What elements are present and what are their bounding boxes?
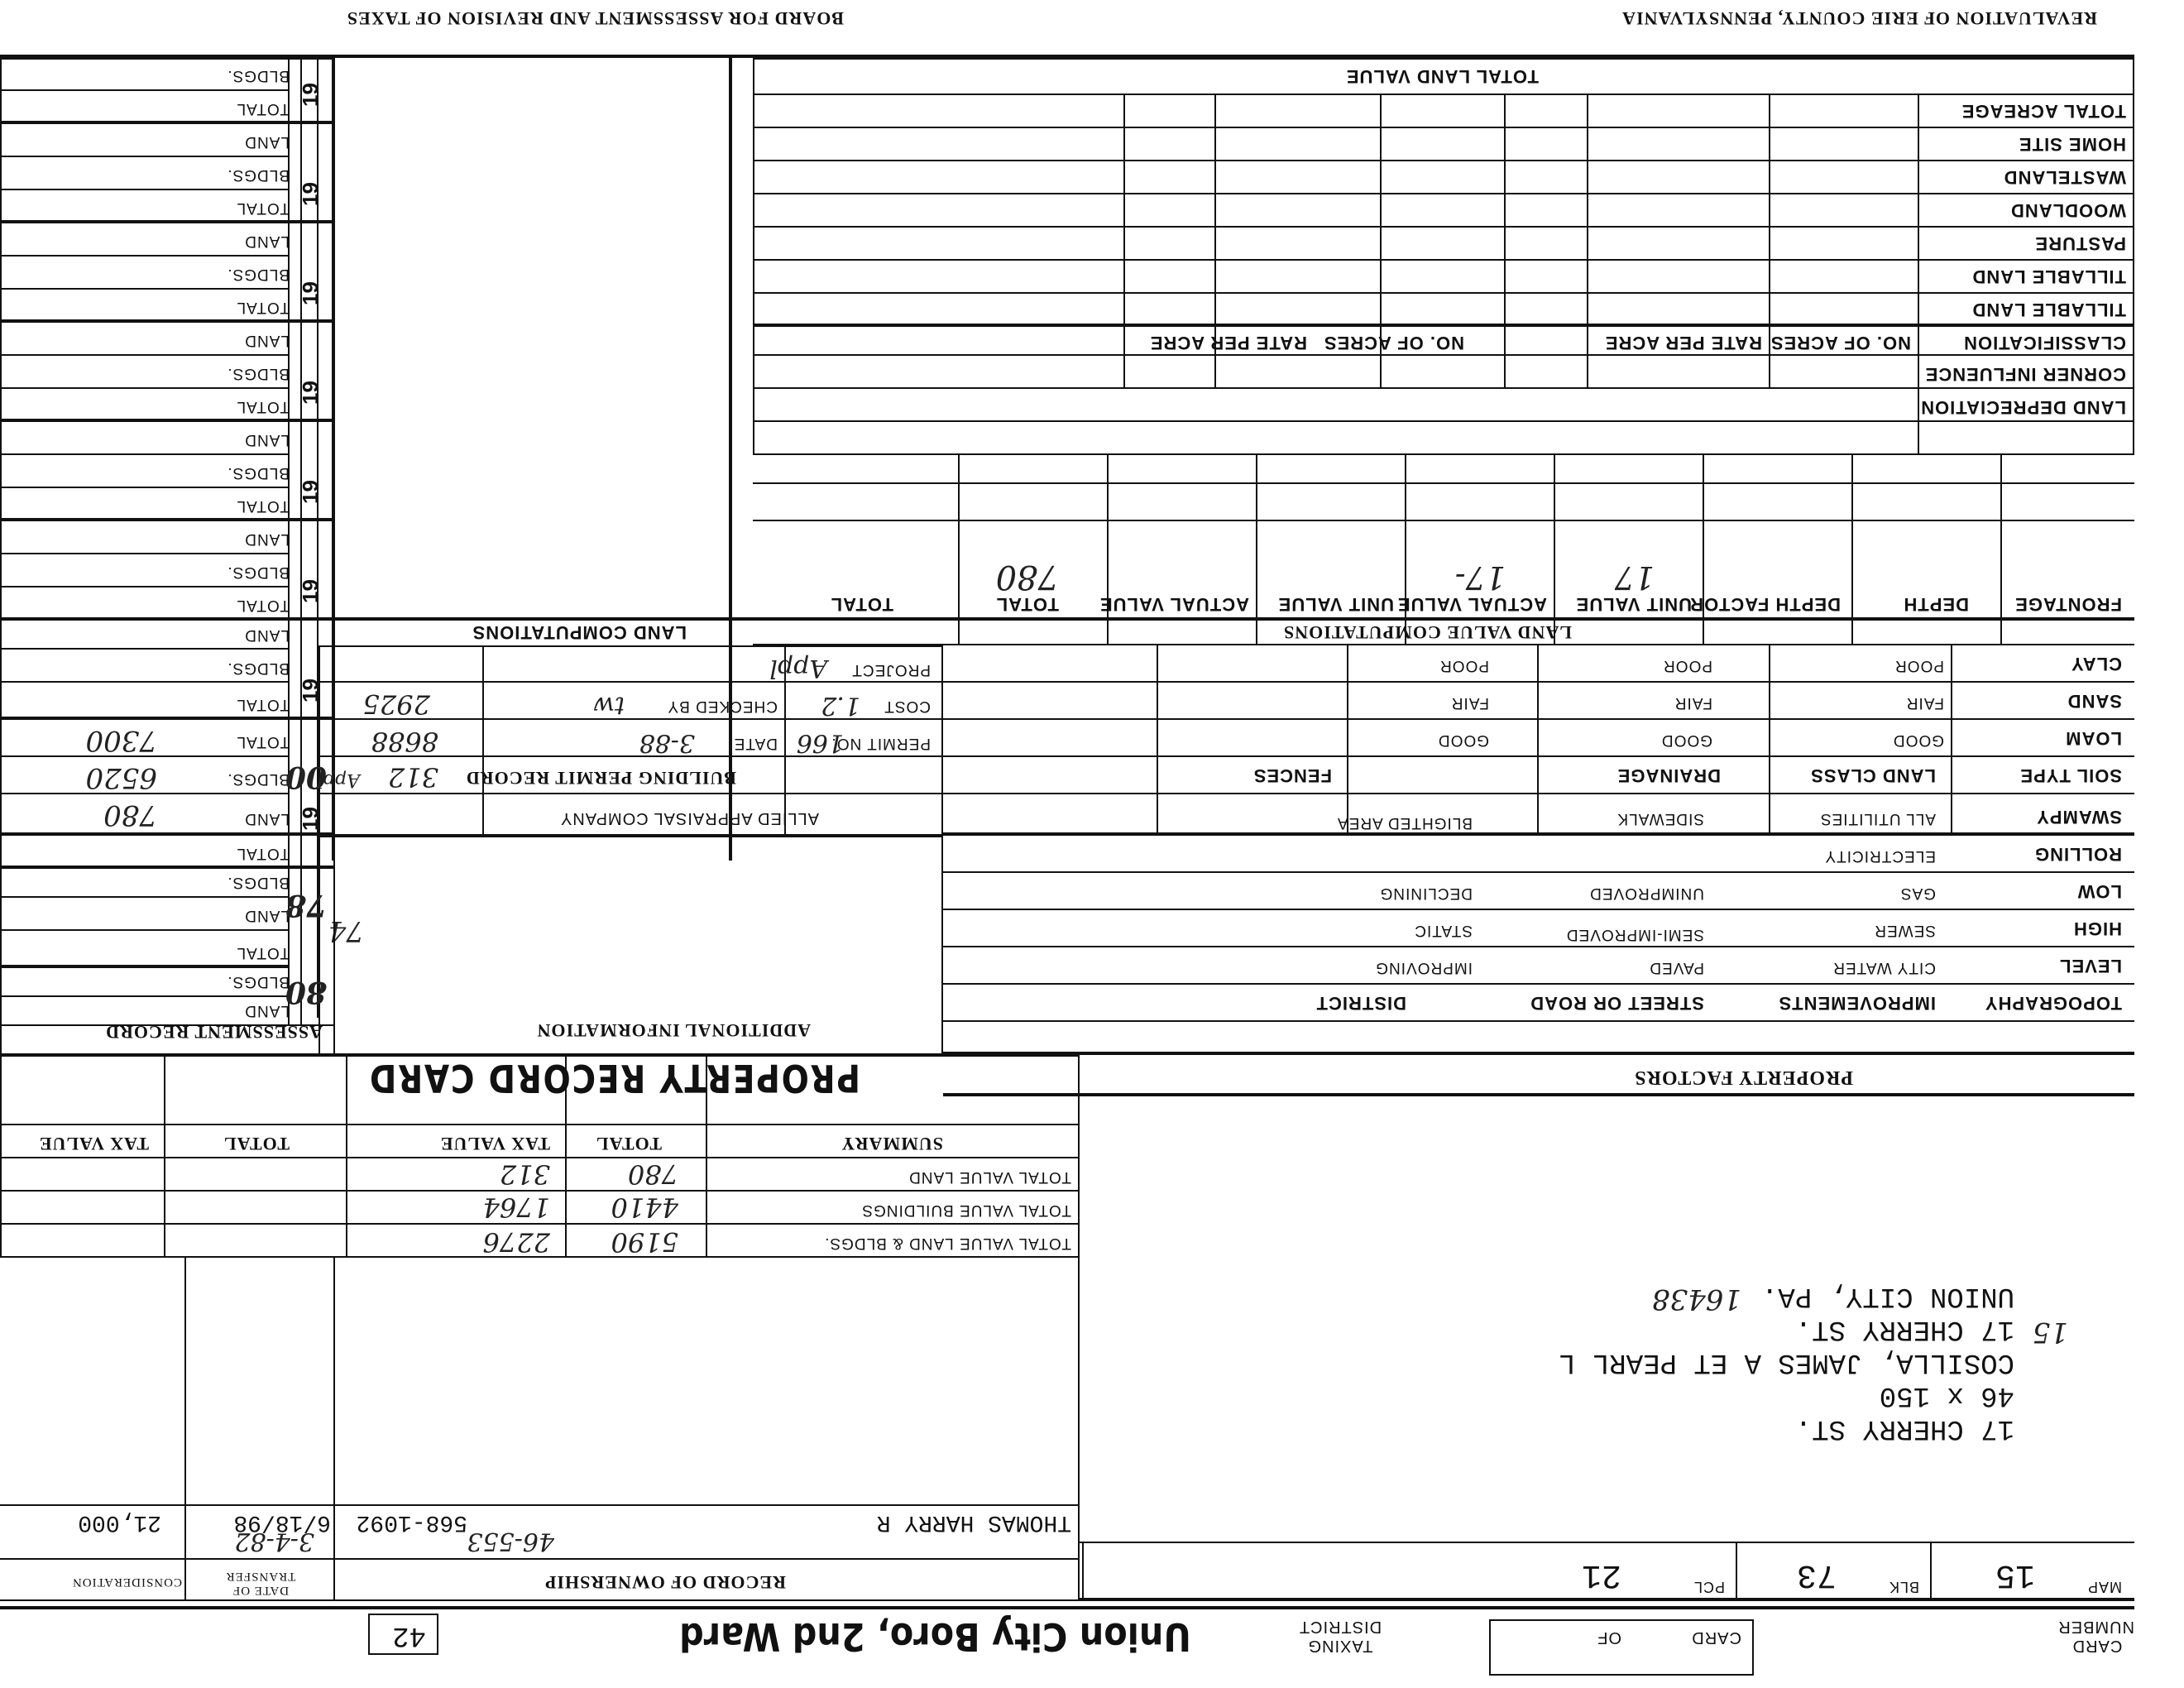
ar7-year-prefix: 19 <box>298 381 323 405</box>
ar3-land: LAND <box>244 810 290 827</box>
sum-col-total: TOTAL <box>596 1134 662 1154</box>
additional-info-title: ADDITIONAL INFORMATION <box>536 1020 811 1041</box>
soil-sand: SAND <box>2067 691 2122 712</box>
col-acres-1: NO. OF ACRES <box>1770 333 1911 353</box>
ar2-bldgs: BLDGS. <box>227 874 290 891</box>
footer-taxing-district: TAXING DISTRICT <box>1298 1618 1382 1655</box>
col-fences: FENCES <box>1252 765 1332 786</box>
street-sidewalk: SIDEWALK <box>1616 810 1704 827</box>
ownership-hw-date: 3-4-82 <box>234 1527 314 1556</box>
row-total-acreage: TOTAL ACREAGE <box>1961 101 2126 122</box>
sum-tax-land-bldgs: 2276 <box>482 1226 550 1258</box>
ownership-col-consideration: CONSIDERATION <box>72 1575 182 1589</box>
land-table <box>753 58 2134 455</box>
street-semi-improved: SEMI-IMPROVED <box>1565 926 1704 943</box>
land-value-computations-title: LAND VALUE COMPUTATIONS <box>1283 622 1572 643</box>
ownership-owner: THOMAS HARRY R <box>876 1509 1071 1535</box>
map-value: 15 <box>1995 1556 2035 1593</box>
col-drainage: DRAINAGE <box>1616 765 1721 786</box>
ownership-consideration: 21,000 <box>78 1509 161 1535</box>
map-label: MAP <box>2086 1579 2122 1595</box>
permit-no-label: PERMIT NO. <box>831 735 931 752</box>
col-topography: TOPOGRAPHY <box>1984 993 2122 1014</box>
col-total-2: TOTAL <box>830 594 893 615</box>
ar1-land: LAND <box>244 1002 290 1019</box>
clay-poor: POOR <box>1894 657 1944 674</box>
drain-good: GOOD <box>1437 731 1489 749</box>
sum-total-land-bldgs: 5190 <box>611 1226 678 1258</box>
addr-line5-hw: 16438 <box>1651 1283 1741 1316</box>
district-blighted: BLIGHTED AREA <box>1337 814 1473 832</box>
col-frontage: FRONTAGE <box>2014 594 2122 615</box>
row-woodland: WOODLAND <box>2010 200 2126 221</box>
col-total-1: TOTAL <box>995 594 1059 615</box>
row-tillable-1: TILLABLE LAND <box>1971 266 2126 287</box>
ar4-land: LAND <box>244 626 290 644</box>
addr-line2: 46 x 150 <box>1879 1379 2014 1411</box>
district-static: STATIC <box>1414 922 1473 939</box>
drain-poor: POOR <box>1439 657 1489 674</box>
sum-total-buildings: 4410 <box>611 1192 678 1223</box>
ar3-side-note: Appl <box>317 770 360 790</box>
assessment-title: ASSESSMENT RECORD <box>105 1022 323 1043</box>
drain-fair: FAIR <box>1450 694 1489 712</box>
ar5-total: TOTAL <box>236 597 290 614</box>
ar1-total: TOTAL <box>236 944 290 961</box>
permit-project-hw: Appl <box>769 654 827 683</box>
col-unit-value-2: UNIT VALUE <box>1277 594 1394 615</box>
ar9-bldgs: BLDGS. <box>227 166 290 184</box>
footer-card-number: CARD NUMBER <box>2057 1618 2134 1655</box>
topo-high: HIGH <box>2073 918 2122 939</box>
ar4-bldgs: BLDGS. <box>227 659 290 677</box>
ar3-year-prefix: 19 <box>298 807 323 831</box>
sum-total-land: 780 <box>627 1158 678 1190</box>
permit-cost-hw: 1.2 <box>821 691 860 720</box>
pcl-label: PCL <box>1693 1579 1725 1595</box>
row-corner-influence: CORNER INFLUENCE <box>1924 364 2126 385</box>
impr-city-water: CITY WATER <box>1832 959 1936 976</box>
footer-district: Union City Boro, 2nd Ward <box>679 1614 1191 1659</box>
sum-row-land-bldgs: TOTAL VALUE LAND & BLDGS. <box>824 1235 1071 1252</box>
district-improving: IMPROVING <box>1375 959 1473 976</box>
ar6-total: TOTAL <box>236 497 290 515</box>
sum-col-tax-value: TAX VALUE <box>439 1134 550 1154</box>
permit-cost-label: COST <box>884 698 931 715</box>
addr-line4-hw: 15 <box>2032 1316 2068 1349</box>
permit-project-label: PROJECT <box>851 661 931 679</box>
county-header: REVALUATION OF ERIE COUNTY, PENNSYLVANIA <box>1621 8 2097 29</box>
board-header: BOARD FOR ASSESSMENT AND REVISION OF TAXES <box>346 8 844 29</box>
sum-col-total-2: TOTAL <box>223 1134 290 1154</box>
ar2-total: TOTAL <box>236 845 290 862</box>
row-classification: CLASSIFICATION <box>1963 333 2126 353</box>
land-computations-side-title: LAND COMPUTATIONS <box>472 622 687 643</box>
col-improvements: IMPROVEMENTS <box>1778 993 1936 1014</box>
hw-74: 74 <box>328 914 364 947</box>
row-tillable-2: TILLABLE LAND <box>1971 300 2126 320</box>
permit-checked-hw: tw <box>593 691 625 720</box>
permit-checked-extra: 2925 <box>362 688 430 720</box>
land-table-title: TOTAL LAND VALUE <box>1345 66 1539 87</box>
addr-line4: 17 CHERRY ST. <box>1794 1313 2014 1345</box>
ar9-land: LAND <box>244 133 290 151</box>
ar7-bldgs: BLDGS. <box>227 365 290 382</box>
ownership-col-date: DATE OF TRANSFER <box>225 1570 296 1597</box>
footer-card: CARD <box>1691 1628 1741 1647</box>
col-soil-type: SOIL TYPE <box>2019 765 2122 786</box>
street-unimproved: UNIMPROVED <box>1589 885 1704 902</box>
impr-gas: GAS <box>1899 885 1936 902</box>
ar9-year-prefix: 19 <box>298 182 323 206</box>
street-paved: PAVED <box>1649 959 1704 976</box>
impr-electricity: ELECTRICITY <box>1824 847 1936 865</box>
sum-tax-land: 312 <box>499 1158 550 1190</box>
hw-total: 780 <box>995 558 1059 596</box>
ar8-land: LAND <box>244 233 290 250</box>
ar5-bldgs: BLDGS. <box>227 563 290 581</box>
permit-date-extra: 8688 <box>371 726 438 757</box>
ar8-total: TOTAL <box>236 299 290 316</box>
soil-loam: LOAM <box>2065 728 2122 749</box>
ar10-total: TOTAL <box>236 100 290 117</box>
ar8-year-prefix: 19 <box>298 281 323 305</box>
ar6-year-prefix: 19 <box>298 480 323 504</box>
sum-col-tax-value-2: TAX VALUE <box>38 1134 149 1154</box>
soil-clay: CLAY <box>2071 654 2122 674</box>
ar3-total-value: 7300 <box>85 724 157 757</box>
sum-row-buildings: TOTAL VALUE BUILDINGS <box>861 1201 1071 1219</box>
footer-district-code: 42 <box>392 1619 426 1651</box>
ownership-date: 6/18/98 <box>233 1509 331 1535</box>
col-unit-value-1: UNIT VALUE <box>1575 594 1692 615</box>
col-actual-value-1: ACTUAL VALUE <box>1396 594 1547 615</box>
impr-all-utilities: ALL UTILITIES <box>1819 810 1936 827</box>
class-poor: POOR <box>1663 657 1712 674</box>
pcl-value: 21 <box>1581 1556 1621 1593</box>
permit-checked-label: CHECKED BY <box>667 698 778 715</box>
col-land-class: LAND CLASS <box>1810 765 1936 786</box>
ar5-land: LAND <box>244 530 290 548</box>
ar10-bldgs: BLDGS. <box>227 67 290 84</box>
footer-of: OF <box>1597 1628 1621 1647</box>
blk-value: 73 <box>1796 1556 1837 1593</box>
col-acres-2: NO. OF ACRES <box>1323 333 1464 353</box>
main-title: PROPERTY RECORD CARD <box>368 1056 860 1101</box>
ar1-year: 80 <box>285 975 327 1009</box>
ar7-land: LAND <box>244 332 290 349</box>
row-pasture: PASTURE <box>2034 233 2126 254</box>
ownership-title: RECORD OF OWNERSHIP <box>544 1572 786 1593</box>
col-depth: DEPTH <box>1903 594 1969 615</box>
ar9-total: TOTAL <box>236 199 290 217</box>
addr-line5: UNION CITY, PA. <box>1760 1280 2014 1312</box>
hw-unit-value: 17 <box>1614 559 1655 596</box>
ar3-total: TOTAL <box>236 733 290 750</box>
ar1-bldgs: BLDGS. <box>227 973 290 990</box>
ar6-land: LAND <box>244 431 290 448</box>
property-factors-title: PROPERTY FACTORS <box>1634 1067 1853 1088</box>
loam-good: GOOD <box>1892 731 1944 749</box>
permit-no-hw: 166 <box>796 728 844 757</box>
ar2-land: LAND <box>244 907 290 924</box>
ar8-bldgs: BLDGS. <box>227 266 290 283</box>
permit-date-label: DATE <box>733 735 778 752</box>
topo-swampy: SWAMPY <box>2036 807 2122 827</box>
ar4-year-prefix: 19 <box>298 679 323 703</box>
ownership-hw-deed: 46-553 <box>467 1527 554 1556</box>
ownership-deed: 568-1092 <box>356 1509 467 1535</box>
topo-low: LOW <box>2076 881 2122 902</box>
impr-sewer: SEWER <box>1874 922 1936 939</box>
ar6-bldgs: BLDGS. <box>227 464 290 482</box>
sum-tax-buildings: 1764 <box>482 1192 550 1223</box>
col-rate-2: RATE PER ACRE <box>1149 333 1307 353</box>
row-home-site: HOME SITE <box>2018 134 2126 155</box>
permit-title: BUILDING PERMIT RECORD <box>465 768 736 789</box>
col-actual-value-2: ACTUAL VALUE <box>1099 594 1249 615</box>
ar7-total: TOTAL <box>236 398 290 415</box>
addr-line3: COSILLA, JAMES A ET PEARL L <box>1559 1346 2014 1378</box>
district-declining: DECLINING <box>1379 885 1473 902</box>
permit-title-extra: 312 <box>387 761 438 793</box>
topo-rolling: ROLLING <box>2034 844 2122 865</box>
hw-actual-value: 17- <box>1454 559 1506 596</box>
ar3-bldgs: BLDGS. <box>227 770 290 788</box>
col-district: DISTRICT <box>1315 993 1406 1014</box>
col-street: STREET OR ROAD <box>1530 993 1704 1014</box>
sand-fair: FAIR <box>1905 694 1944 712</box>
addr-line1: 17 CHERRY ST. <box>1794 1412 2014 1444</box>
ar4-total: TOTAL <box>236 696 290 713</box>
ar2-year: 78 <box>285 888 327 923</box>
col-rate-1: RATE PER ACRE <box>1604 333 1762 353</box>
ar3-land-value: 780 <box>103 798 157 832</box>
ar3-year: 00 <box>285 760 327 794</box>
row-land-depreciation: LAND DEPRECIATION <box>1920 397 2126 418</box>
permit-date-hw: 3-88 <box>639 728 695 757</box>
sum-row-land: TOTAL VALUE LAND <box>908 1168 1071 1186</box>
sum-col-summary: SUMMARY <box>841 1134 943 1154</box>
blk-label: BLK <box>1888 1579 1919 1595</box>
ar5-year-prefix: 19 <box>298 579 323 603</box>
class-fair: FAIR <box>1674 694 1712 712</box>
ar10-year-prefix: 19 <box>298 83 323 107</box>
topo-level: LEVEL <box>2059 956 2122 976</box>
class-good: GOOD <box>1660 731 1712 749</box>
ar3-bldgs-value: 6520 <box>85 761 157 794</box>
allied-appraisal: ALLIED APPRAISAL COMPANY <box>560 809 819 827</box>
row-wasteland: WASTELAND <box>2003 167 2126 188</box>
col-depth-factor: DEPTH FACTOR <box>1689 594 1841 615</box>
